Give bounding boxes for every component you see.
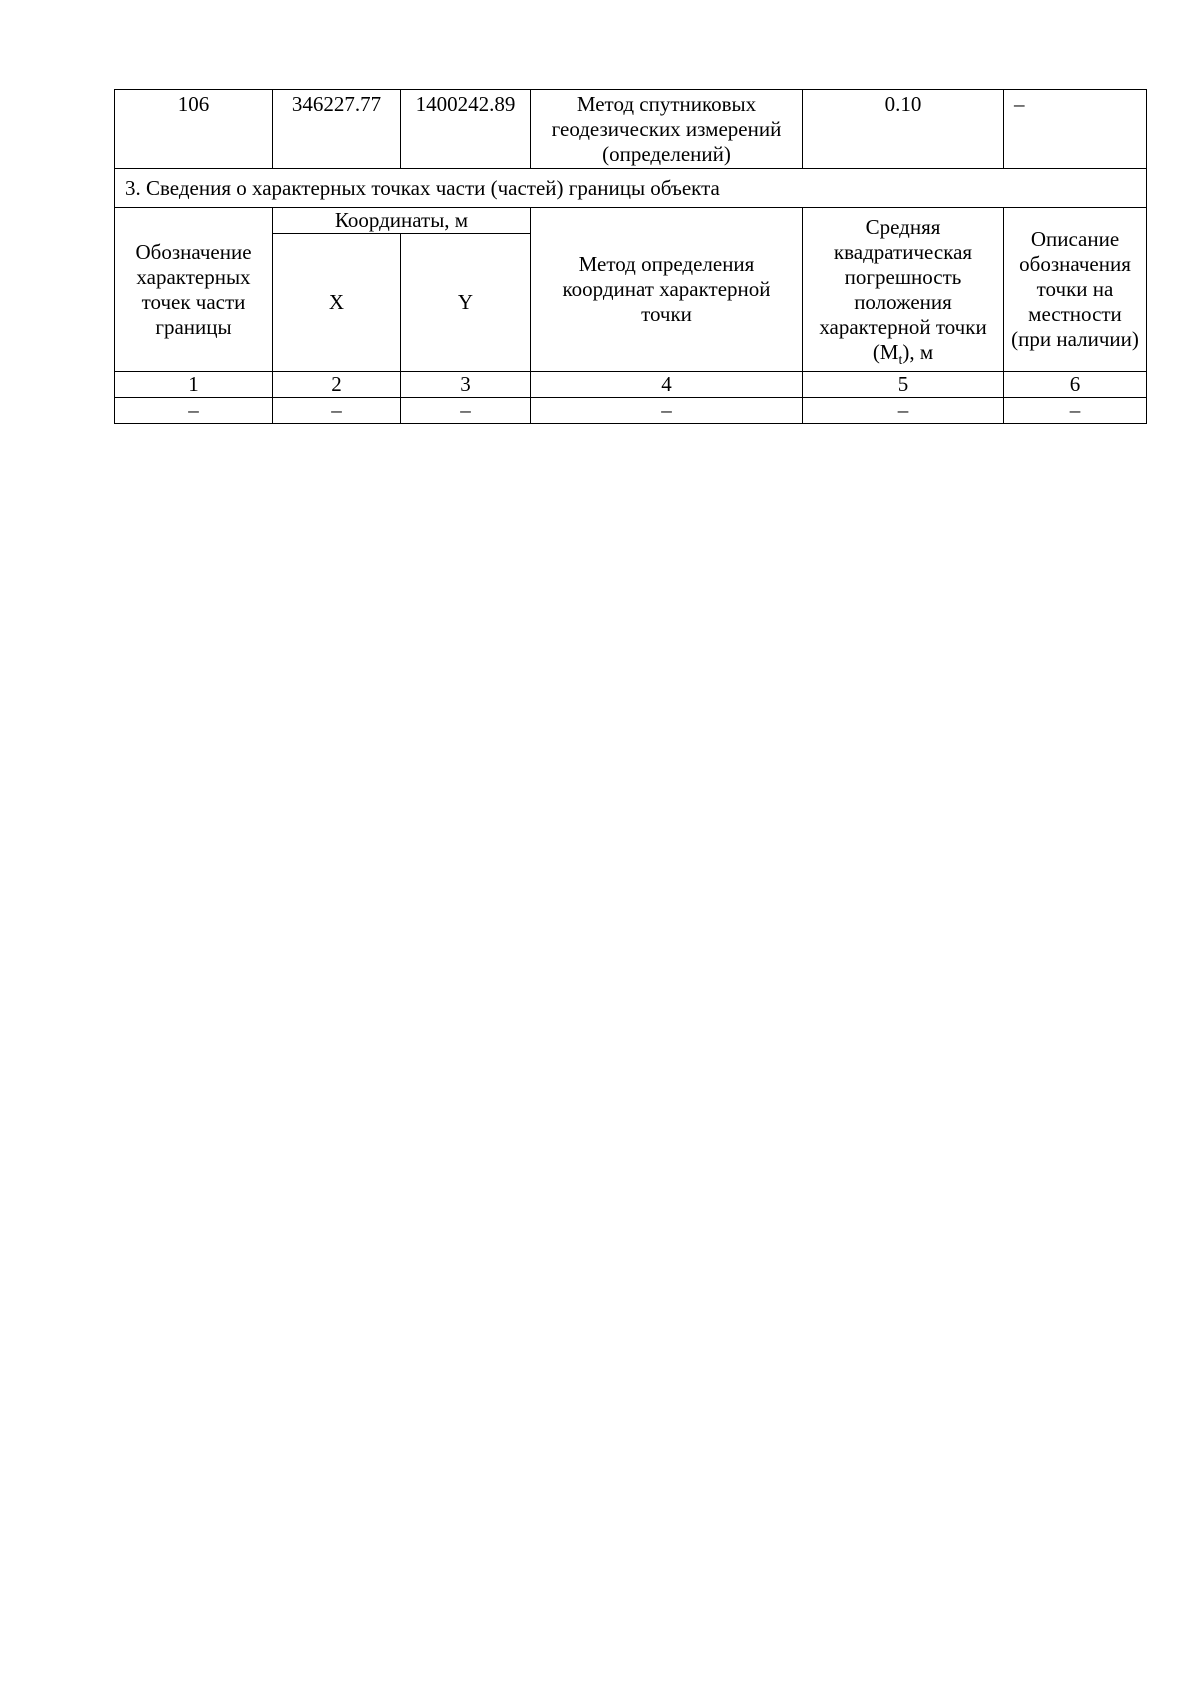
section-title-row xyxy=(115,169,1147,208)
empty-cell: – xyxy=(803,398,1004,424)
empty-cell: – xyxy=(401,398,531,424)
header-error xyxy=(803,208,1004,372)
column-number: 2 xyxy=(273,372,401,398)
empty-cell: – xyxy=(531,398,803,424)
header-error-prefix: Средняя квадратическая погрешность положения характерной точки (M xyxy=(819,214,987,364)
header-method: Метод определения координат характерной точки xyxy=(531,208,803,372)
table-row xyxy=(115,90,1147,169)
empty-cell: – xyxy=(273,398,401,424)
column-numbers-row xyxy=(115,372,1147,398)
header-y: Y xyxy=(401,234,531,372)
point-number-cell: 106 xyxy=(115,90,273,169)
error-cell: 0.10 xyxy=(803,90,1004,169)
boundary-points-table xyxy=(114,89,1147,424)
column-number: 4 xyxy=(531,372,803,398)
description-cell: – xyxy=(1004,90,1147,169)
header-x: X xyxy=(273,234,401,372)
column-number: 3 xyxy=(401,372,531,398)
header-error-subscript: t xyxy=(898,352,903,368)
coord-y-cell: 1400242.89 xyxy=(401,90,531,169)
header-coordinates: Координаты, м xyxy=(273,208,531,234)
empty-cell: – xyxy=(115,398,273,424)
column-number: 5 xyxy=(803,372,1004,398)
header-row xyxy=(115,208,1147,234)
empty-cell: – xyxy=(1004,398,1147,424)
table-row xyxy=(115,398,1147,424)
coord-x-cell: 346227.77 xyxy=(273,90,401,169)
column-number: 1 xyxy=(115,372,273,398)
header-point-designation: Обозначение характерных точек части границы xyxy=(115,208,273,372)
header-error-suffix: ), м xyxy=(902,339,934,364)
header-description: Описание обозначения точки на местности (при наличии) xyxy=(1004,208,1147,372)
column-number: 6 xyxy=(1004,372,1147,398)
section-title: 3. Сведения о характерных точках части (частей) границы объекта xyxy=(115,169,1147,208)
method-cell: Метод спутниковых геодезических измерений (определений) xyxy=(531,90,803,169)
